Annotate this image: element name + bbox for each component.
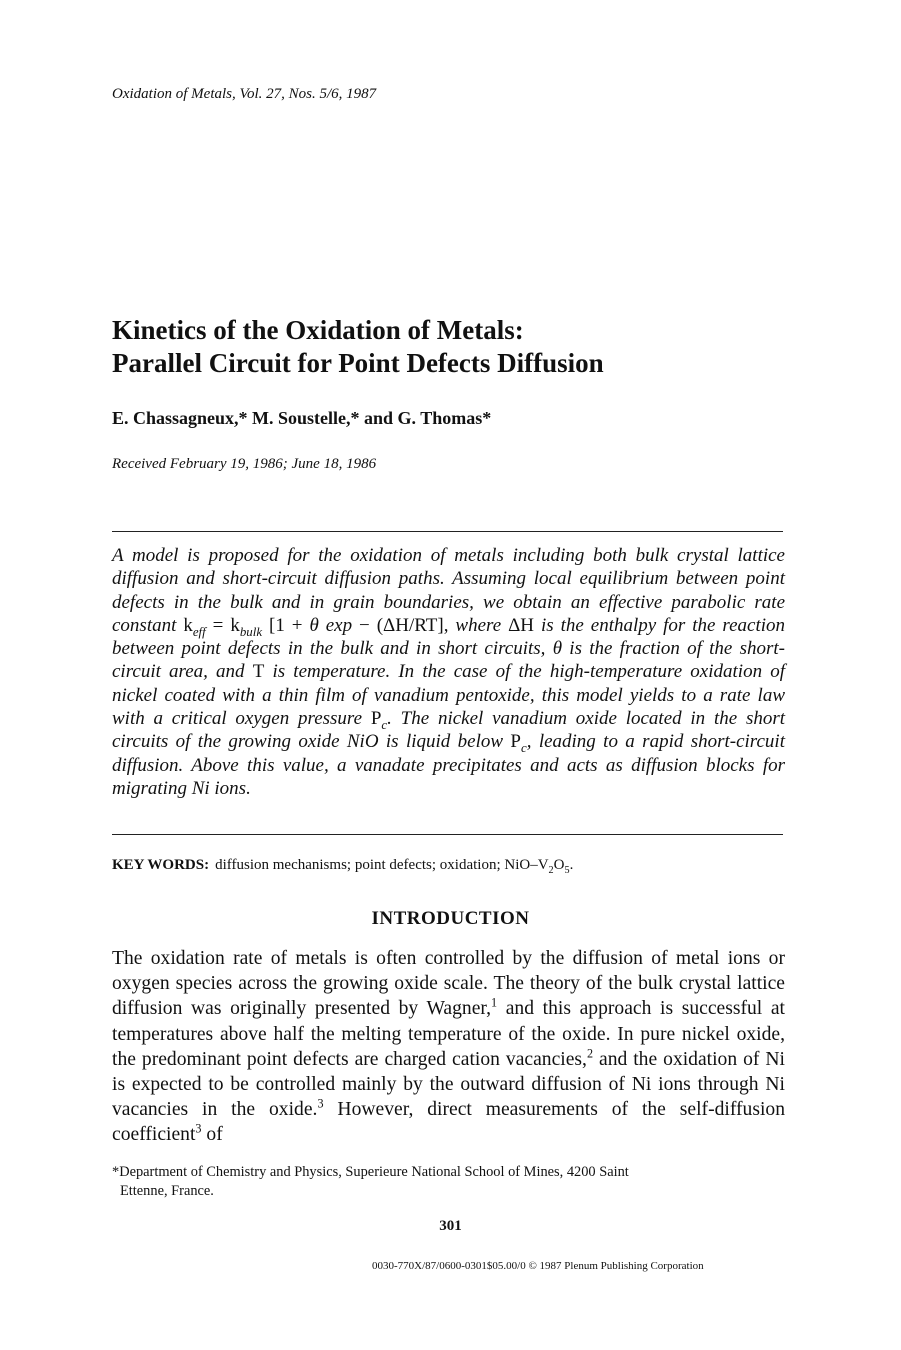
abstract-text-7: , leading to a rapid short-circuit diffusion. Above this value, a vanadate precipitates and acts as diffusion blocks for migrating Ni ions. [112, 731, 785, 799]
pc-symbol-1: P [370, 708, 382, 730]
section-heading: INTRODUCTION [371, 908, 530, 929]
pc-subscript-1: c [381, 716, 388, 732]
affiliation-footnote [112, 1163, 784, 1201]
intro-text-5: of [201, 1124, 223, 1146]
k-eff-subscript: eff [192, 623, 206, 639]
abstract-text-6: . The nickel vanadium oxide located in the short circuits of the growing oxide NiO is liquid below [112, 708, 786, 753]
abstract-text-3: is the enthalpy for the reaction between point defects in the bulk and in short circuits, [112, 614, 786, 660]
keywords-end: . [569, 857, 574, 873]
k-bulk-symbol: k [230, 614, 240, 636]
received-dates: Received February 19, 1986; June 18, 1986 [112, 456, 377, 472]
abstract-text-1: A model is proposed for the oxidation of metals including both bulk crystal lattice diffusion and short-circuit diffusion paths. Assuming local equilibrium between point defects in the bulk and in grain boundaries, we obtain an effective parabolic rate constant [112, 545, 785, 636]
footnote-line-2: Ettenne, France. [120, 1183, 214, 1199]
intro-text-4: However, direct measurements of the self-diffusion coefficient [112, 1099, 785, 1146]
reference-3: 3 [317, 1096, 324, 1111]
exp-term: exp [318, 614, 353, 636]
journal-citation: Oxidation of Metals, Vol. 27, Nos. 5/6, 1987 [112, 86, 377, 102]
keywords-label: KEY WORDS: [112, 857, 210, 873]
abstract-text-5: is temperature. In the case of the high-temperature oxidation of nickel coated with a thin film of vanadium pentoxide, this model yields to a rate law with a critical oxygen pressure [112, 661, 785, 730]
equals-sign: = [205, 614, 231, 636]
abstract-top-rule [112, 531, 783, 532]
intro-text-1: The oxidation rate of metals is often controlled by the diffusion of metal ions or oxygen species across the growing oxide scale. The theory of the bulk crystal lattice diffusion was originally presented by Wagner, [112, 948, 785, 1020]
delta-h-symbol: ΔH [508, 614, 535, 636]
abstract-text-4: is the fraction of the short-circuit area, and [112, 638, 785, 683]
title-line-1: Kinetics of the Oxidation of Metals: [112, 315, 524, 345]
page-number: 301 [439, 1218, 462, 1234]
copyright-line: 0030-770X/87/0600-0301$05.00/0 © 1987 Plenum Publishing Corporation [372, 1260, 704, 1272]
theta-symbol-2: θ [552, 638, 563, 660]
keywords-text: diffusion mechanisms; point defects; oxidation; NiO–V [215, 857, 549, 873]
keywords [112, 857, 573, 874]
reference-1: 1 [491, 995, 498, 1010]
temperature-symbol: T [252, 661, 265, 683]
abstract-text-2: where [455, 614, 509, 636]
intro-text-3: and the oxidation of Ni is expected to be controlled mainly by the outward diffusion of Ni ions through Ni vacancies in the oxide. [112, 1048, 785, 1121]
abstract [112, 544, 785, 800]
reference-3b: 3 [195, 1121, 202, 1136]
footnote-line-1: *Department of Chemistry and Physics, Superieure National School of Mines, 4200 Saint [112, 1164, 629, 1180]
pc-subscript-2: c [520, 740, 527, 756]
reference-2: 2 [586, 1046, 594, 1061]
introduction-paragraph [112, 946, 785, 1148]
k-bulk-subscript: bulk [239, 623, 263, 639]
abstract-bottom-rule [112, 834, 783, 835]
paper-title [112, 314, 792, 380]
theta-symbol: θ [309, 614, 319, 636]
title-line-2: Parallel Circuit for Point Defects Diffusion [112, 348, 604, 378]
keywords-mid: O [553, 857, 565, 873]
enthalpy-term: − (ΔH/RT], [352, 614, 456, 636]
keywords-sub-1: 2 [548, 865, 554, 876]
keywords-sub-2: 5 [564, 865, 570, 876]
intro-text-2: and this approach is successful at temperatures above half the melting temperature of the oxide. In pure nickel oxide, the predominant point defects are charged cation vacancies, [112, 998, 785, 1070]
k-eff-symbol: k [183, 614, 193, 636]
author-list: E. Chassagneux,* M. Soustelle,* and G. Thomas* [112, 408, 492, 428]
pc-symbol-2: P [510, 731, 521, 753]
bracket-term: [1 + [262, 614, 310, 636]
